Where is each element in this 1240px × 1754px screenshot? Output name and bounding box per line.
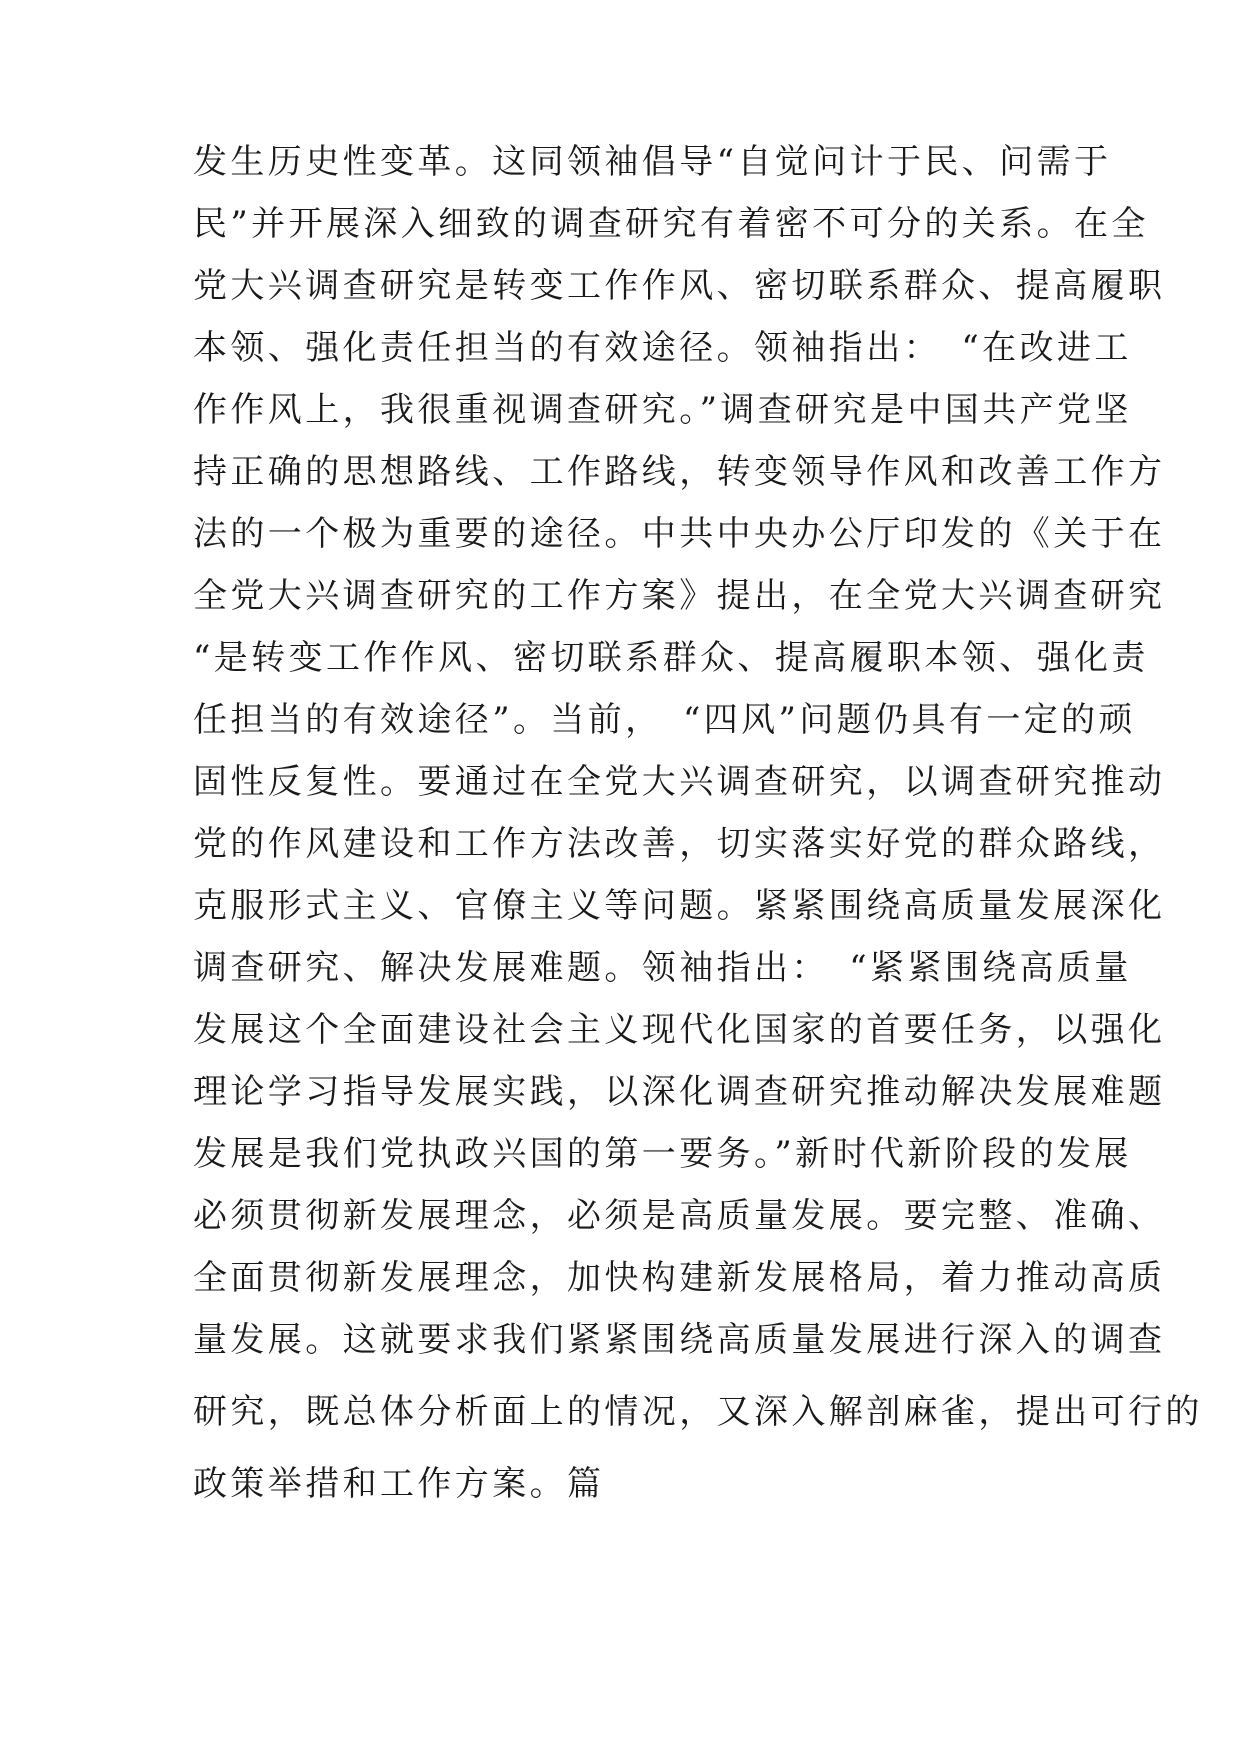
text-line: 民”并开展深入细致的调查研究有着密不可分的关系。在全 (193, 204, 1149, 244)
text-line: 发生历史性变革。这同领袖倡导“自觉问计于民、问需于 (193, 142, 1112, 182)
text-line: 理论学习指导发展实践，以深化调查研究推动解决发展难题 (193, 1072, 1166, 1112)
text-line: 克服形式主义、官僚主义等问题。紧紧围绕高质量发展深化 (193, 886, 1166, 926)
text-line: 必须贯彻新发展理念，必须是高质量发展。要完整、准确、 (193, 1196, 1166, 1236)
text-line: 法的一个极为重要的途径。中共中央办公厅印发的《关于在 (193, 514, 1166, 554)
text-line: 发展是我们党执政兴国的第一要务。”新时代新阶段的发展 (193, 1134, 1132, 1174)
text-line: 党的作风建设和工作方法改善，切实落实好党的群众路线， (193, 824, 1166, 864)
text-line: 全面贯彻新发展理念，加快构建新发展格局，着力推动高质 (193, 1258, 1166, 1298)
text-line: 量发展。这就要求我们紧紧围绕高质量发展进行深入的调查 (193, 1320, 1166, 1360)
text-line: 研究，既总体分析面上的情况，又深入解剖麻雀，提出可行的 (193, 1392, 1203, 1432)
text-line: 本领、强化责任担当的有效途径。领袖指出： “在改进工 (193, 328, 1132, 368)
text-line: 调查研究、解决发展难题。领袖指出： “紧紧围绕高质量 (193, 948, 1132, 988)
text-line: 发展这个全面建设社会主义现代化国家的首要任务，以强化 (193, 1010, 1166, 1050)
text-line: 党大兴调查研究是转变工作作风、密切联系群众、提高履职 (193, 266, 1166, 306)
text-line: 持正确的思想路线、工作路线，转变领导作风和改善工作方 (193, 452, 1166, 492)
text-line: 任担当的有效途径”。当前， “四风”问题仍具有一定的顽 (193, 700, 1136, 740)
text-line: 作作风上，我很重视调查研究。”调查研究是中国共产党坚 (193, 390, 1132, 430)
text-line: 政策举措和工作方案。篇 (193, 1464, 605, 1504)
text-line: 固性反复性。要通过在全党大兴调查研究，以调查研究推动 (193, 762, 1166, 802)
text-line: “是转变工作作风、密切联系群众、提高履职本领、强化责 (193, 638, 1149, 678)
text-line: 全党大兴调查研究的工作方案》提出，在全党大兴调查研究 (193, 576, 1166, 616)
